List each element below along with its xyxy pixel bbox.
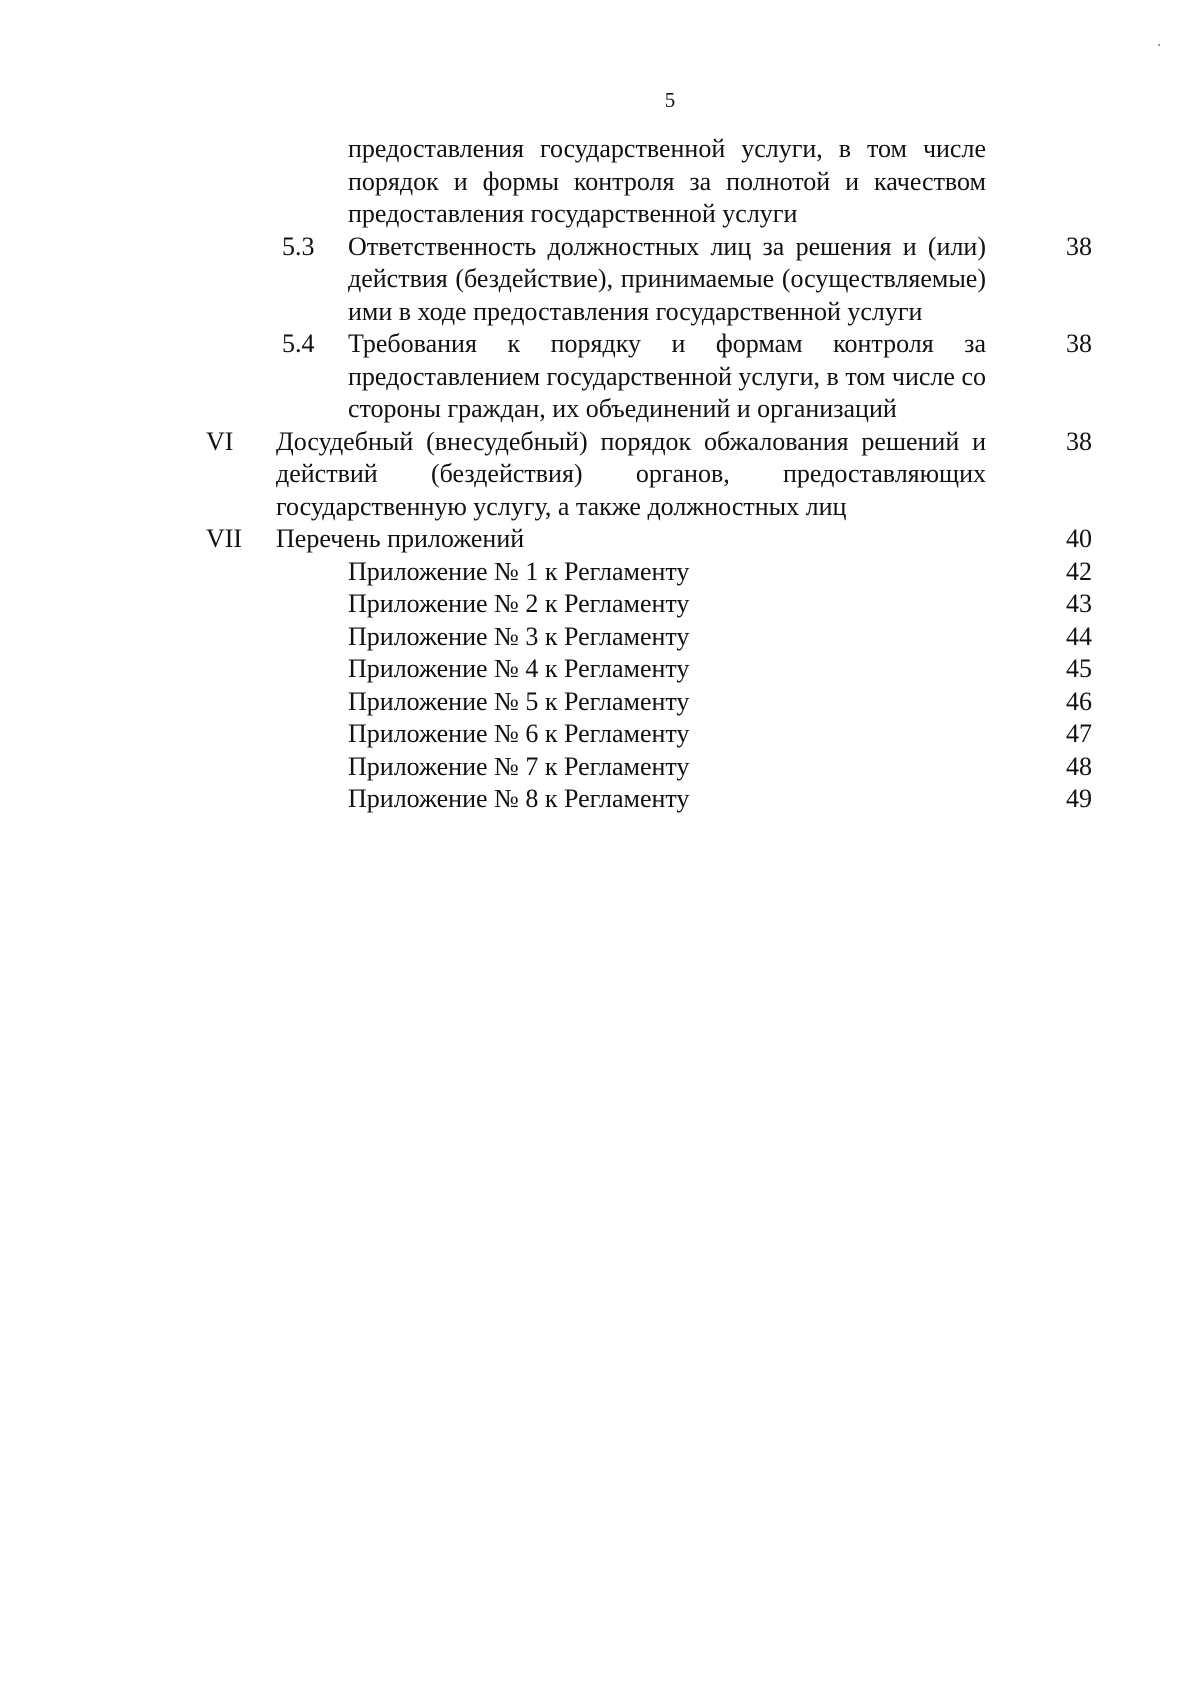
appendix-item <box>0 686 1200 719</box>
appendix-item <box>0 621 1200 654</box>
appendix-page: 46 <box>1066 686 1092 716</box>
toc-entry-page: 38 <box>1066 231 1092 261</box>
toc-entry-5-4 <box>0 328 1200 426</box>
appendix-page: 48 <box>1066 751 1092 781</box>
appendix-title: Приложение № 5 к Регламенту <box>348 686 690 716</box>
appendix-title: Приложение № 1 к Регламенту <box>348 556 690 586</box>
appendix-page: 44 <box>1066 621 1092 651</box>
toc-entry-page: 40 <box>1066 524 1092 553</box>
appendix-item <box>0 718 1200 751</box>
toc-entry-title: Требования к порядку и формам контроля за предоставлением государственной услуги, в том числе со стороны граждан, их объединений и организаций <box>348 329 986 423</box>
toc-entry-vii <box>0 523 1200 556</box>
appendix-page: 47 <box>1066 719 1092 748</box>
appendix-title: Приложение № 2 к Регламенту <box>348 589 690 618</box>
toc-entry-number: VII <box>206 524 243 553</box>
appendix-title: Приложение № 3 к Регламенту <box>348 621 690 651</box>
appendix-title: Приложение № 4 к Регламенту <box>348 654 690 683</box>
appendix-item <box>0 653 1200 686</box>
toc-entry-vi <box>0 426 1200 524</box>
toc-continuation <box>0 133 1200 231</box>
appendix-item <box>0 751 1200 784</box>
appendix-item <box>0 556 1200 589</box>
toc-entry-title: Досудебный (внесудебный) порядок обжалования решений и действий (бездействия) органов, предоставляющих государственную услугу, а также должностных лиц <box>276 426 986 521</box>
toc-entry-number: 5.4 <box>282 329 315 358</box>
appendix-title: Приложение № 7 к Регламенту <box>348 751 690 781</box>
appendix-item <box>0 783 1200 816</box>
appendix-title: Приложение № 6 к Регламенту <box>348 719 690 748</box>
appendix-title: Приложение № 8 к Регламенту <box>348 784 690 813</box>
toc-entry-page: 38 <box>1066 426 1092 456</box>
toc-entry-title: Перечень приложений <box>276 524 525 553</box>
toc-entry-title: Ответственность должностных лиц за решения и (или) действия (бездействие), принимаемые (осуществляемые) ими в ходе предоставления государственной услуги <box>348 231 986 326</box>
appendix-page: 42 <box>1066 556 1092 586</box>
appendix-page: 43 <box>1066 589 1092 618</box>
toc-entry-number: VI <box>206 426 234 456</box>
appendix-page: 49 <box>1066 784 1092 813</box>
appendix-item <box>0 588 1200 621</box>
appendix-page: 45 <box>1066 654 1092 683</box>
page-number: 5 <box>664 88 676 112</box>
scan-speck <box>1158 44 1160 46</box>
toc-entry-number: 5.3 <box>282 231 315 261</box>
toc-entry-page: 38 <box>1066 329 1092 358</box>
toc-entry-5-3 <box>0 231 1200 329</box>
toc-continuation-text: предоставления государственной услуги, в том числе порядок и формы контроля за полнотой и качеством предоставления государственной услуги <box>348 134 986 228</box>
table-of-contents <box>0 133 1200 816</box>
